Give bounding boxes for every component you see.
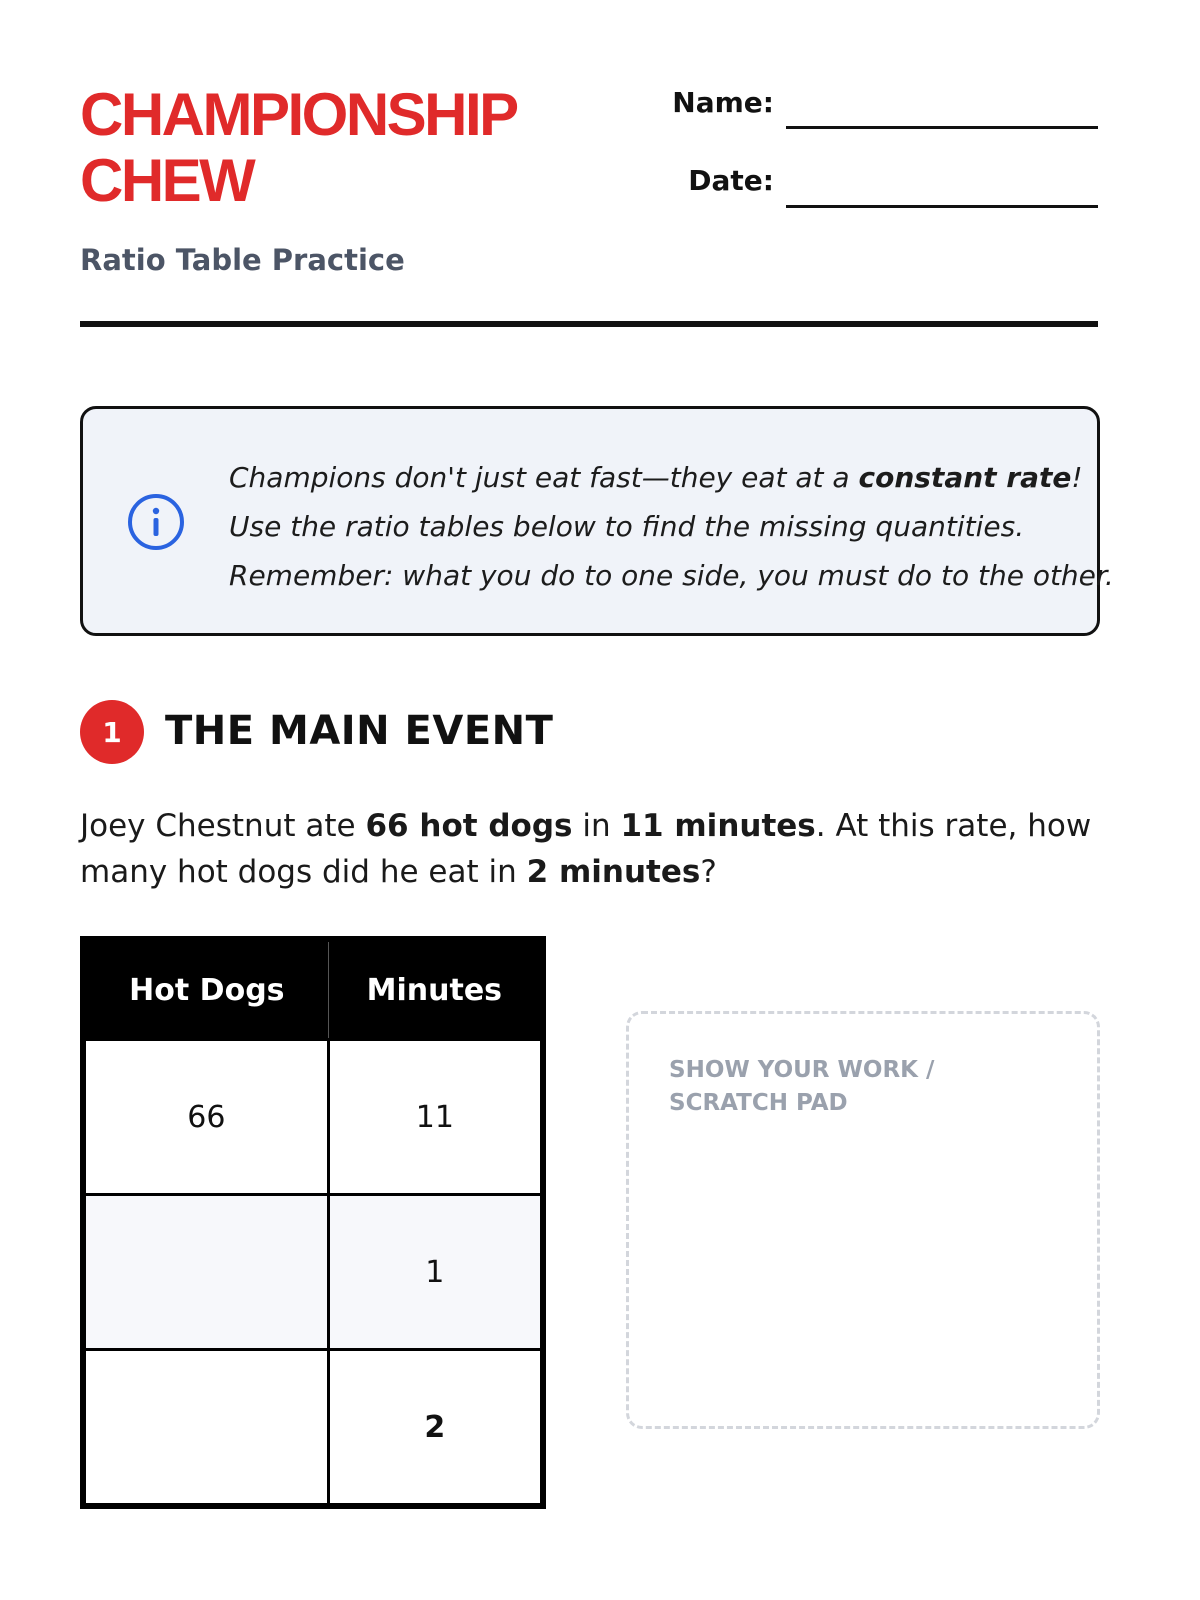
header-hot-dogs: Hot Dogs [83, 939, 328, 1040]
problem-statement: Joey Chestnut ate 66 hot dogs in 11 minutes. At this rate, how many hot dogs did he eat in 2 minutes? [80, 808, 1092, 890]
info-icon [127, 493, 185, 551]
ratio-table [80, 936, 546, 1509]
name-label: Name: [672, 86, 774, 119]
table-row [83, 1040, 543, 1195]
section-title: THE MAIN EVENT [165, 708, 554, 754]
cell-minutes: 1 [328, 1195, 543, 1350]
info-text [229, 453, 1114, 600]
info-line-1: Champions don't just eat fast—they eat at a constant rate! [229, 461, 1083, 494]
section-number-badge: 1 [80, 700, 144, 764]
cell-hot-dogs: 66 [83, 1040, 328, 1195]
title-line-1: CHAMPIONSHIP [80, 81, 517, 148]
table-row [83, 1195, 543, 1350]
date-field[interactable] [786, 205, 1098, 208]
worksheet-title [80, 82, 600, 214]
header-minutes: Minutes [328, 939, 543, 1040]
header-divider [80, 321, 1098, 327]
scratch-pad-label: SHOW YOUR WORK / SCRATCH PAD [669, 1057, 935, 1116]
info-callout [80, 406, 1114, 636]
table-row [83, 1350, 543, 1507]
scratch-pad[interactable] [626, 1011, 1100, 1429]
cell-hot-dogs-answer[interactable] [83, 1350, 328, 1507]
title-line-2: CHEW [80, 147, 254, 214]
cell-hot-dogs-answer[interactable] [83, 1195, 328, 1350]
date-label: Date: [688, 164, 774, 197]
cell-minutes: 11 [328, 1040, 543, 1195]
info-line-2: Use the ratio tables below to find the missing quantities. [229, 510, 1025, 543]
cell-minutes-target: 2 [328, 1350, 543, 1507]
worksheet-subtitle: Ratio Table Practice [80, 243, 405, 277]
info-line-3: Remember: what you do to one side, you must do to the other. [229, 559, 1114, 592]
name-field[interactable] [786, 126, 1098, 129]
